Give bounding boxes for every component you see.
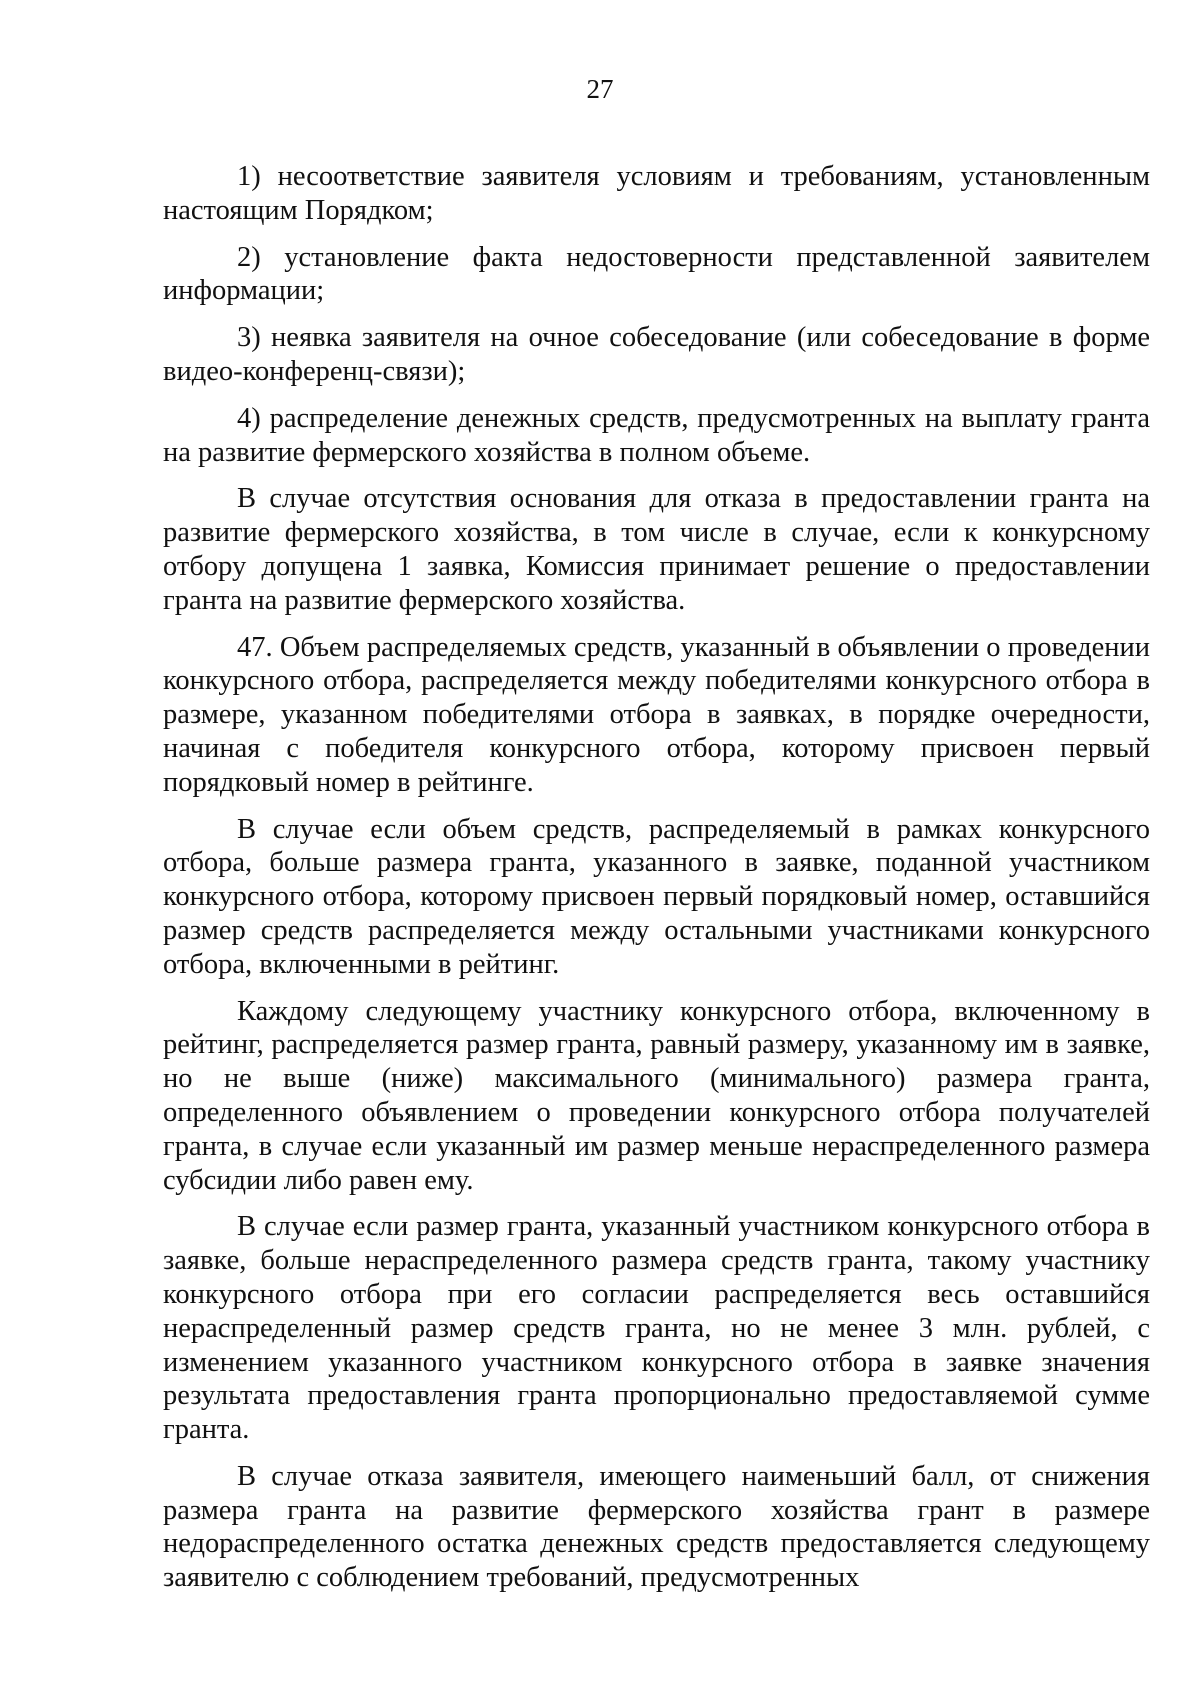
paragraph-condition-2: 2) установление факта недостоверности представленной заявителем информации; — [163, 241, 1150, 307]
paragraph-clause-47: 47. Объем распределяемых средств, указанный в объявлении о проведении конкурсного отбора, распределяется между победителями конкурсного отбора в размере, указанном победителями отбора в заявках, в порядке очередности, начиная с победителя конкурсного отбора, которому присвоен первый порядковый номер в рейтинге. — [163, 631, 1150, 798]
paragraph-next-participant: Каждому следующему участнику конкурсного отбора, включенному в рейтинг, распределяется размер гранта, равный размеру, указанному им в заявке, но не выше (ниже) максимального (минимального) размера гранта, определенного объявлением о проведении конкурсного отбора получателей гранта, в случае если указанный им размер меньше нераспределенного размера субсидии либо равен ему. — [163, 995, 1150, 1196]
page-number: 27 — [586, 74, 614, 104]
paragraph-applicant-refusal: В случае отказа заявителя, имеющего наименьший балл, от снижения размера гранта на развитие фермерского хозяйства грант в размере недораспределенного остатка денежных средств предоставляется следующему заявителю с соблюдением требований, предусмотренных — [163, 1460, 1150, 1594]
paragraph-condition-3: 3) неявка заявителя на очное собеседование (или собеседование в форме видео-конференц-связи); — [163, 322, 1150, 387]
paragraph-grant-exceeds: В случае если размер гранта, указанный участником конкурсного отбора в заявке, больше нераспределенного размера средств гранта, такому участнику конкурсного отбора при его согласии распределяется весь оставшийся нераспределенный размер средств гранта, но не менее 3 млн. рублей, с изменением указанного участником конкурсного отбора в заявке значения результата предоставления гранта пропорционально предоставляемой сумме гранта. — [163, 1211, 1150, 1446]
document-body — [163, 160, 1150, 1595]
paragraph-remaining-funds: В случае если объем средств, распределяемый в рамках конкурсного отбора, больше размера гранта, указанного в заявке, поданной участником конкурсного отбора, которому присвоен первый порядковый номер, оставшийся размер средств распределяется между остальными участниками конкурсного отбора, включенными в рейтинг. — [163, 813, 1150, 980]
paragraph-condition-1: 1) несоответствие заявителя условиям и требованиям, установленным настоящим Порядком; — [163, 161, 1150, 226]
paragraph-condition-4: 4) распределение денежных средств, предусмотренных на выплату гранта на развитие фермерского хозяйства в полном объеме. — [163, 402, 1150, 468]
paragraph-no-refusal-grounds: В случае отсутствия основания для отказа в предоставлении гранта на развитие фермерского хозяйства, в том числе в случае, если к конкурсному отбору допущена 1 заявка, Комиссия принимает решение о предоставлении гранта на развитие фермерского хозяйства. — [163, 483, 1150, 616]
